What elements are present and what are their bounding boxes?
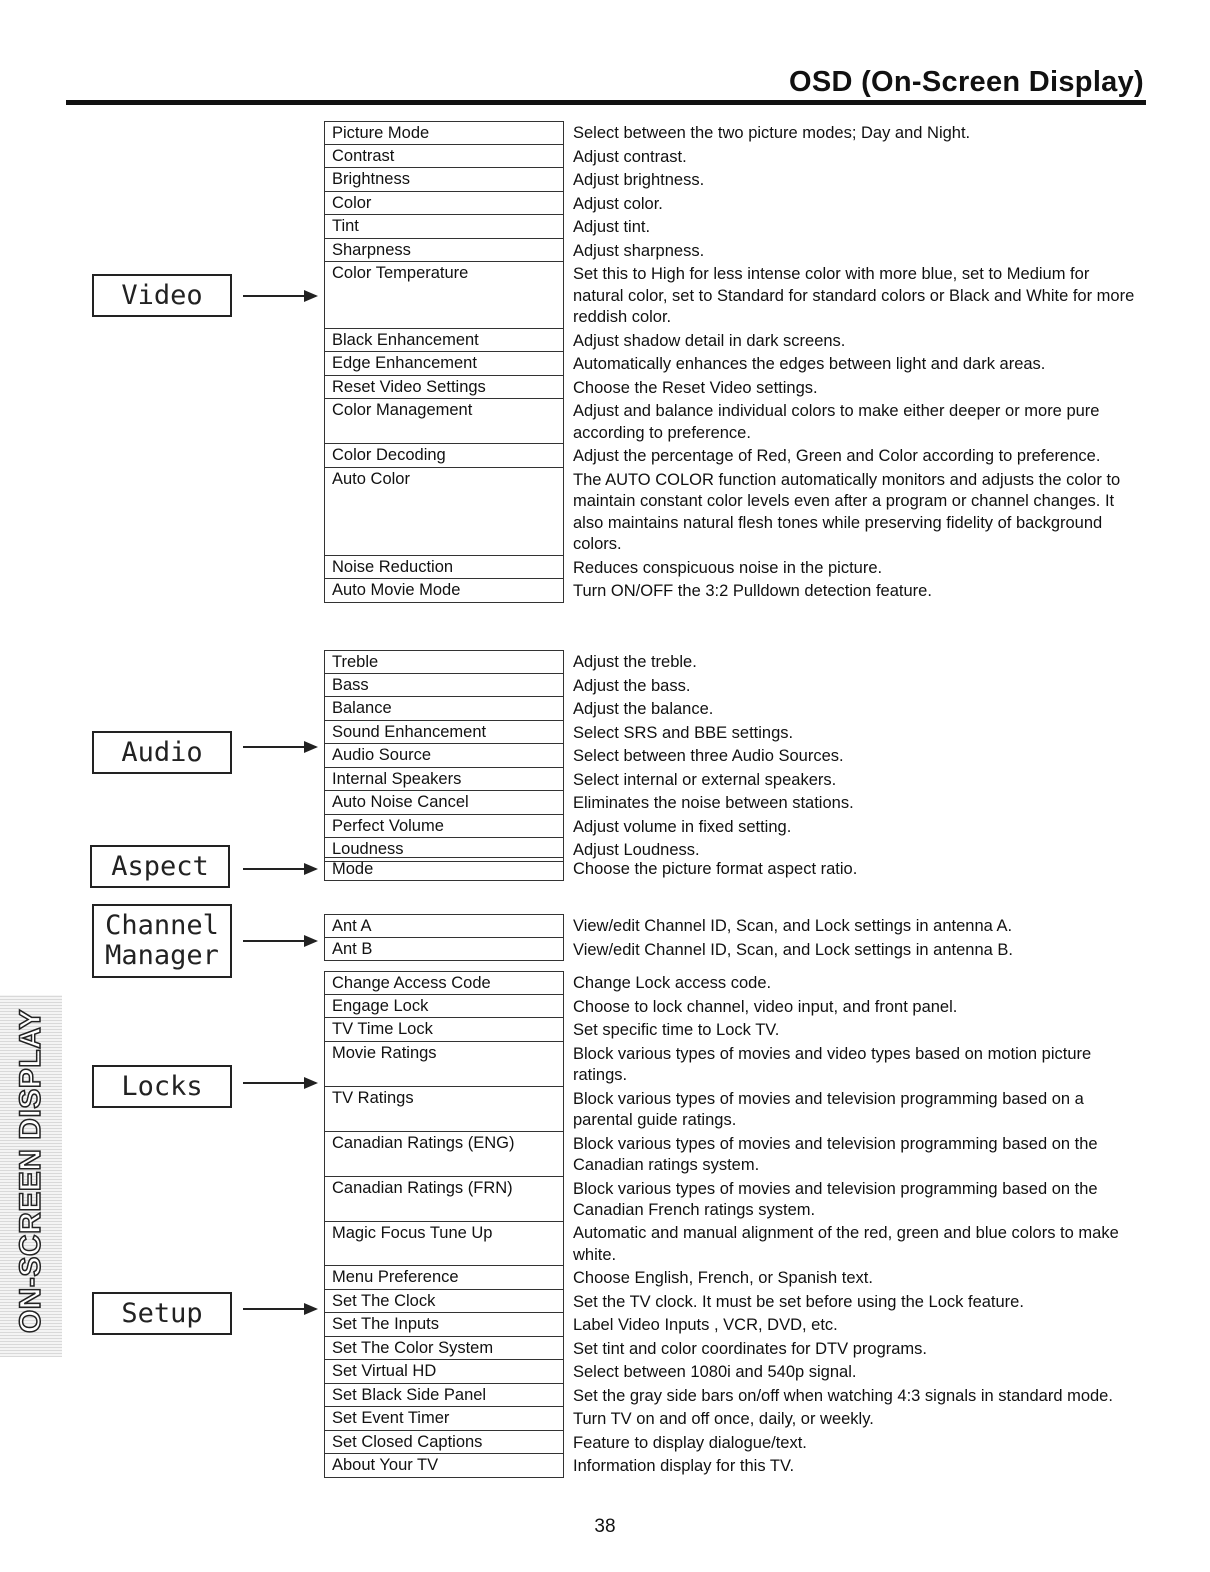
menu-item-description: The AUTO COLOR function automatically monitors and adjusts the color to maintain constant color levels even after a program or channel changes. It also maintains natural flesh tones while preserving fidelity of background colors.: [573, 470, 1121, 553]
menu-item-label: Color Temperature: [324, 262, 564, 329]
menu-item-description: Feature to display dialogue/text.: [573, 1433, 807, 1452]
menu-row: [324, 556, 1140, 580]
menu-row: [324, 1360, 1140, 1384]
menu-item-description: Adjust the balance.: [573, 700, 714, 718]
menu-row: [324, 1384, 1140, 1408]
menu-item-description: Automatically enhances the edges between light and dark areas.: [573, 355, 1046, 373]
menu-item-label: Auto Movie Mode: [324, 579, 564, 603]
menu-row: [324, 215, 1140, 239]
menu-row: [324, 239, 1140, 263]
setup-category-box: Setup: [92, 1292, 232, 1335]
side-tab-label: ON-SCREEN DISPLAY: [14, 1008, 47, 1334]
menu-item-description: Turn TV on and off once, daily, or weekly.: [573, 1410, 874, 1428]
menu-row: [324, 168, 1140, 192]
menu-item-label: Internal Speakers: [324, 768, 564, 792]
menu-item-label: About Your TV: [324, 1454, 564, 1478]
menu-item-description: Automatic and manual alignment of the red, green and blue colors to make white.: [573, 1224, 1119, 1264]
menu-row: [324, 1290, 1140, 1314]
channel-manager-category-box: Channel Manager: [92, 904, 232, 978]
menu-row: [324, 1087, 1140, 1132]
menu-item-label: Change Access Code: [324, 971, 564, 995]
channel-manager-arrow-icon: [243, 940, 316, 942]
menu-item-label: Balance: [324, 697, 564, 721]
menu-row: [324, 1018, 1140, 1042]
menu-item-description: View/edit Channel ID, Scan, and Lock settings in antenna B.: [573, 940, 1013, 959]
menu-item-description: Adjust color.: [573, 194, 663, 213]
menu-item-description: Adjust the percentage of Red, Green and Color according to preference.: [573, 447, 1101, 465]
locks-category-box: Locks: [92, 1065, 232, 1108]
aspect-menu-list: [324, 857, 1140, 881]
menu-item-label: Edge Enhancement: [324, 352, 564, 376]
setup-menu-list: [324, 1221, 1140, 1478]
aspect-arrow-icon: [243, 868, 316, 870]
menu-item-label: Ant A: [324, 914, 564, 938]
menu-row: [324, 791, 1140, 815]
menu-item-description: Eliminates the noise between stations.: [573, 794, 854, 812]
menu-item-description: Adjust shadow detail in dark screens.: [573, 331, 846, 350]
menu-item-label: Set The Clock: [324, 1290, 564, 1314]
menu-item-label: Movie Ratings: [324, 1042, 564, 1087]
menu-row: [324, 768, 1140, 792]
menu-item-description: Select between 1080i and 540p signal.: [573, 1363, 857, 1381]
menu-item-label: Ant B: [324, 938, 564, 962]
menu-item-description: Choose English, French, or Spanish text.: [573, 1269, 873, 1287]
menu-item-label: Treble: [324, 650, 564, 674]
menu-item-label: Color Decoding: [324, 444, 564, 468]
menu-item-description: Select between three Audio Sources.: [573, 747, 844, 765]
menu-item-label: Magic Focus Tune Up: [324, 1221, 564, 1266]
menu-item-description: Block various types of movies and television programming based on the Canadian ratings system.: [573, 1134, 1098, 1174]
menu-item-label: Bass: [324, 674, 564, 698]
menu-row: [324, 914, 1140, 938]
menu-row: [324, 938, 1140, 962]
menu-item-label: Brightness: [324, 168, 564, 192]
menu-item-label: Contrast: [324, 145, 564, 169]
menu-item-description: Adjust volume in fixed setting.: [573, 817, 792, 836]
menu-item-description: Adjust Loudness.: [573, 841, 700, 859]
aspect-category-box: Aspect: [90, 845, 230, 888]
menu-row: [324, 1177, 1140, 1222]
menu-item-label: Sound Enhancement: [324, 721, 564, 745]
menu-row: [324, 1221, 1140, 1266]
audio-menu-list: [324, 650, 1140, 862]
title-rule: [66, 100, 1146, 105]
menu-item-description: Select between the two picture modes; Day and Night.: [573, 124, 971, 142]
menu-row: [324, 1266, 1140, 1290]
menu-item-description: Adjust and balance individual colors to make either deeper or more pure according to preference.: [573, 402, 1100, 442]
menu-row: [324, 329, 1140, 353]
menu-item-description: Set tint and color coordinates for DTV programs.: [573, 1339, 927, 1358]
channel-manager-menu-list: [324, 914, 1140, 961]
menu-item-label: Auto Noise Cancel: [324, 791, 564, 815]
menu-item-description: Information display for this TV.: [573, 1457, 795, 1475]
menu-row: [324, 971, 1140, 995]
menu-row: [324, 674, 1140, 698]
menu-item-description: Select internal or external speakers.: [573, 770, 837, 789]
menu-item-label: Set The Inputs: [324, 1313, 564, 1337]
page-title: OSD (On-Screen Display): [789, 66, 1144, 98]
menu-item-label: Set Black Side Panel: [324, 1384, 564, 1408]
locks-menu-list: [324, 971, 1140, 1222]
menu-item-description: Set specific time to Lock TV.: [573, 1021, 780, 1039]
locks-arrow-icon: [243, 1082, 316, 1084]
menu-item-description: Block various types of movies and television programming based on a parental guide ratings.: [573, 1089, 1084, 1129]
menu-row: [324, 1132, 1140, 1177]
menu-item-label: Black Enhancement: [324, 329, 564, 353]
audio-category-box: Audio: [92, 731, 232, 774]
menu-row: [324, 1407, 1140, 1431]
menu-item-label: Engage Lock: [324, 995, 564, 1019]
setup-arrow-icon: [243, 1308, 316, 1310]
menu-item-label: Color Management: [324, 399, 564, 444]
menu-row: [324, 744, 1140, 768]
menu-item-description: View/edit Channel ID, Scan, and Lock settings in antenna A.: [573, 917, 1013, 935]
menu-item-description: Set the gray side bars on/off when watching 4:3 signals in standard mode.: [573, 1386, 1113, 1405]
menu-item-label: Color: [324, 192, 564, 216]
menu-item-label: Set Virtual HD: [324, 1360, 564, 1384]
menu-item-description: Label Video Inputs , VCR, DVD, etc.: [573, 1316, 838, 1334]
menu-row: [324, 697, 1140, 721]
menu-item-description: Adjust tint.: [573, 218, 651, 236]
menu-item-description: Block various types of movies and video types based on motion picture ratings.: [573, 1044, 1092, 1084]
menu-row: [324, 650, 1140, 674]
menu-item-label: Canadian Ratings (ENG): [324, 1132, 564, 1177]
menu-item-label: Loudness: [324, 838, 564, 862]
menu-item-label: Set The Color System: [324, 1337, 564, 1361]
menu-item-description: Reduces conspicuous noise in the picture.: [573, 558, 883, 577]
menu-item-description: Turn ON/OFF the 3:2 Pulldown detection feature.: [573, 582, 932, 600]
menu-item-description: Change Lock access code.: [573, 974, 772, 992]
menu-item-label: Sharpness: [324, 239, 564, 263]
menu-row: [324, 721, 1140, 745]
menu-row: [324, 399, 1140, 444]
menu-item-description: Adjust the treble.: [573, 653, 697, 671]
menu-row: [324, 1313, 1140, 1337]
menu-item-description: Set this to High for less intense color with more blue, set to Medium for natural color, set to Standard for standard colors or Black and White for more reddish color.: [573, 265, 1135, 326]
menu-item-description: Block various types of movies and television programming based on the Canadian French ratings system.: [573, 1179, 1098, 1219]
menu-item-label: TV Time Lock: [324, 1018, 564, 1042]
menu-item-label: Set Event Timer: [324, 1407, 564, 1431]
menu-item-label: TV Ratings: [324, 1087, 564, 1132]
menu-item-description: Choose the Reset Video settings.: [573, 378, 818, 397]
menu-row: [324, 1454, 1140, 1478]
menu-row: [324, 1431, 1140, 1455]
section-side-tab: [0, 995, 62, 1357]
menu-row: [324, 121, 1140, 145]
menu-item-label: Tint: [324, 215, 564, 239]
menu-row: [324, 815, 1140, 839]
menu-row: [324, 444, 1140, 468]
menu-item-label: Audio Source: [324, 744, 564, 768]
video-category-box: Video: [92, 274, 232, 317]
menu-item-label: Picture Mode: [324, 121, 564, 145]
menu-item-description: Adjust sharpness.: [573, 241, 705, 260]
menu-item-label: Noise Reduction: [324, 556, 564, 580]
menu-row: [324, 145, 1140, 169]
menu-row: [324, 579, 1140, 603]
menu-item-label: Canadian Ratings (FRN): [324, 1177, 564, 1222]
menu-item-label: Menu Preference: [324, 1266, 564, 1290]
menu-item-description: Adjust contrast.: [573, 147, 687, 166]
menu-row: [324, 857, 1140, 881]
menu-item-label: Set Closed Captions: [324, 1431, 564, 1455]
menu-row: [324, 352, 1140, 376]
menu-item-description: Adjust the bass.: [573, 676, 691, 695]
menu-row: [324, 262, 1140, 329]
menu-item-label: Reset Video Settings: [324, 376, 564, 400]
audio-arrow-icon: [243, 746, 316, 748]
page-number: 38: [594, 1516, 616, 1537]
menu-row: [324, 995, 1140, 1019]
menu-row: [324, 376, 1140, 400]
menu-item-label: Auto Color: [324, 468, 564, 556]
menu-row: [324, 1042, 1140, 1087]
menu-row: [324, 1337, 1140, 1361]
menu-item-label: Perfect Volume: [324, 815, 564, 839]
menu-item-description: Choose the picture format aspect ratio.: [573, 860, 858, 878]
menu-row: [324, 192, 1140, 216]
menu-item-description: Choose to lock channel, video input, and front panel.: [573, 997, 958, 1016]
video-menu-list: [324, 121, 1140, 603]
menu-item-label: Mode: [324, 857, 564, 881]
menu-row: [324, 468, 1140, 556]
menu-item-description: Select SRS and BBE settings.: [573, 723, 794, 742]
menu-item-description: Set the TV clock. It must be set before using the Lock feature.: [573, 1292, 1024, 1311]
menu-item-description: Adjust brightness.: [573, 171, 705, 189]
video-arrow-icon: [243, 295, 316, 297]
